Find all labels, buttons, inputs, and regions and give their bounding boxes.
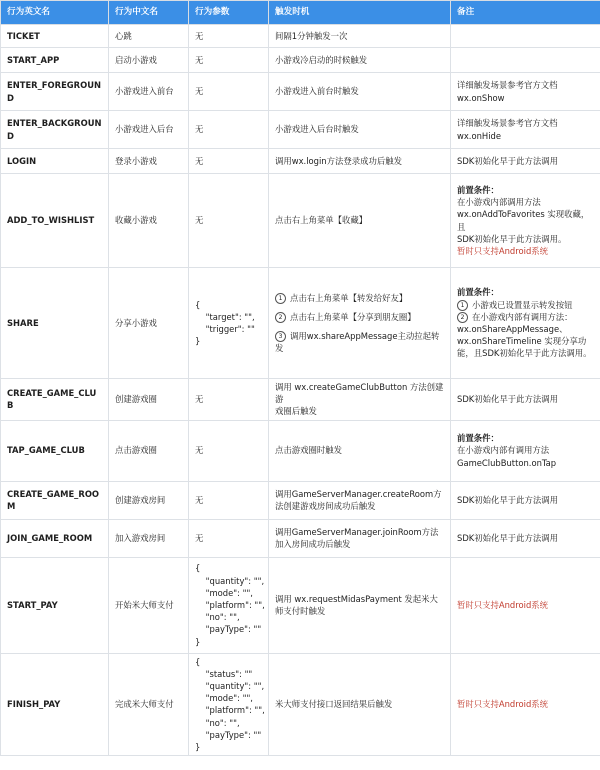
- cell-cn-name: 点击游戏圈: [109, 420, 189, 481]
- cell-params: 无: [189, 379, 269, 421]
- cell-cn-name: 小游戏进入前台: [109, 73, 189, 111]
- cell-trigger: 调用wx.login方法登录成功后触发: [269, 149, 451, 174]
- cell-note-warning: 暂时只支持Android系统: [451, 653, 600, 756]
- cell-note: [451, 420, 600, 481]
- table-row: [1, 25, 600, 48]
- note-title: 前置条件：: [457, 287, 499, 298]
- note-line: wx.onShareAppMessage、: [457, 324, 568, 334]
- note-line: 详细触发场景参考官方文档: [457, 80, 558, 91]
- table-header-row: [1, 1, 600, 25]
- cell-cn-name: 完成米大师支付: [109, 653, 189, 756]
- note-title: 前置条件：: [457, 433, 499, 444]
- table-row: [1, 653, 600, 756]
- cell-en-name: ENTER_BACKGROUND: [1, 111, 109, 149]
- cell-params: 无: [189, 25, 269, 48]
- table-row: [1, 557, 600, 653]
- table-row: [1, 149, 600, 174]
- cell-params: 无: [189, 174, 269, 268]
- cell-params: 无: [189, 73, 269, 111]
- cell-cn-name: 开始米大师支付: [109, 557, 189, 653]
- cell-note: SDK初始化早于此方法调用: [451, 149, 600, 174]
- cell-trigger: [269, 557, 451, 653]
- cell-en-name: CREATE_GAME_ROOM: [1, 481, 109, 519]
- cell-trigger: [269, 481, 451, 519]
- cell-en-name: FINISH_PAY: [1, 653, 109, 756]
- trigger-item: 1 点击右上角菜单【转发给好友】: [275, 292, 444, 304]
- table-row: [1, 420, 600, 481]
- cell-trigger: 间隔1分钟触发一次: [269, 25, 451, 48]
- cell-en-name: ADD_TO_WISHLIST: [1, 174, 109, 268]
- circled-number-2-icon: 2: [275, 312, 286, 323]
- header-notes: 备注: [451, 1, 600, 25]
- trigger-line: 调用GameServerManager.joinRoom方法: [275, 526, 439, 537]
- cell-cn-name: 登录小游戏: [109, 149, 189, 174]
- cell-cn-name: 小游戏进入后台: [109, 111, 189, 149]
- cell-params: 无: [189, 149, 269, 174]
- cell-en-name: JOIN_GAME_ROOM: [1, 519, 109, 557]
- note-line: 在小游戏内部调用方法: [457, 197, 541, 208]
- cell-trigger: [269, 379, 451, 421]
- trigger-line: 调用GameServerManager.createRoom方: [275, 488, 442, 499]
- cell-note: SDK初始化早于此方法调用: [451, 519, 600, 557]
- note-line: SDK初始化早于此方法调用。: [457, 233, 567, 244]
- cell-params-json: { "quantity": "", "mode": "", "platform": "", "no": "", "payType": "" }: [189, 557, 269, 653]
- table-row: [1, 174, 600, 268]
- trigger-line: 调用 wx.requestMidasPayment 发起米大: [275, 593, 438, 604]
- cell-cn-name: 创建游戏房间: [109, 481, 189, 519]
- cell-en-name: CREATE_GAME_CLUB: [1, 379, 109, 421]
- trigger-line: 师支付时触发: [275, 606, 326, 617]
- note-title: 前置条件：: [457, 184, 499, 195]
- table-row: [1, 481, 600, 519]
- note-line: 详细触发场景参考官方文档: [457, 118, 558, 129]
- cell-note: SDK初始化早于此方法调用: [451, 481, 600, 519]
- table-row: [1, 111, 600, 149]
- cell-params-json: { "status": "" "quantity": "", "mode": "", "platform": "", "no": "", "payType": "" }: [189, 653, 269, 756]
- note-line: wx.onHide: [457, 130, 501, 141]
- cell-cn-name: 加入游戏房间: [109, 519, 189, 557]
- note-line: wx.onShow: [457, 92, 505, 103]
- cell-en-name: START_PAY: [1, 557, 109, 653]
- table-row: [1, 73, 600, 111]
- cell-params: 无: [189, 111, 269, 149]
- cell-cn-name: 收藏小游戏: [109, 174, 189, 268]
- cell-params-json: { "target": "", "trigger": "" }: [189, 268, 269, 379]
- cell-note: [451, 111, 600, 149]
- header-en-name: 行为英文名: [1, 1, 109, 25]
- table-row: [1, 379, 600, 421]
- header-params: 行为参数: [189, 1, 269, 25]
- circled-number-3-icon: 3: [275, 331, 286, 342]
- cell-trigger: 点击游戏圈时触发: [269, 420, 451, 481]
- trigger-line: 戏圈后触发: [275, 406, 317, 417]
- trigger-line: 法创建游戏房间成功后触发: [275, 501, 376, 512]
- note-line: GameClubButton.onTap: [457, 457, 557, 468]
- cell-params: 无: [189, 519, 269, 557]
- note-line: wx.onShareTimeline 实现分享功: [457, 336, 587, 347]
- note-line: wx.onAddToFavorites 实现收藏，且: [457, 209, 590, 232]
- cell-note: [451, 25, 600, 48]
- trigger-line: 加入房间成功后触发: [275, 539, 351, 550]
- cell-note: [451, 268, 600, 379]
- trigger-item: 2 点击右上角菜单【分享到朋友圈】: [275, 311, 444, 323]
- cell-note: [451, 73, 600, 111]
- cell-trigger: 小游戏进入前台时触发: [269, 73, 451, 111]
- cell-en-name: LOGIN: [1, 149, 109, 174]
- cell-trigger: 米大师支付接口返回结果后触发: [269, 653, 451, 756]
- cell-en-name: ENTER_FOREGROUND: [1, 73, 109, 111]
- cell-note: SDK初始化早于此方法调用: [451, 379, 600, 421]
- note-line: 能，且SDK初始化早于此方法调用。: [457, 348, 592, 359]
- cell-params: 无: [189, 481, 269, 519]
- circled-number-1-icon: 1: [275, 293, 286, 304]
- cell-trigger: 小游戏进入后台时触发: [269, 111, 451, 149]
- note-warning: 暂时只支持Android系统: [457, 245, 549, 256]
- cell-params: 无: [189, 420, 269, 481]
- trigger-item: 3 调用wx.shareAppMessage主动拉起转发: [275, 331, 440, 354]
- note-line: 在小游戏内部有调用方法: [457, 445, 550, 456]
- table-row: [1, 519, 600, 557]
- cell-note-warning: 暂时只支持Android系统: [451, 557, 600, 653]
- cell-en-name: TICKET: [1, 25, 109, 48]
- cell-trigger: 小游戏冷启动的时候触发: [269, 48, 451, 73]
- table-row: [1, 268, 600, 379]
- cell-cn-name: 心跳: [109, 25, 189, 48]
- cell-note: [451, 48, 600, 73]
- cell-en-name: START_APP: [1, 48, 109, 73]
- trigger-line: 调用 wx.createGameClubButton 方法创建游: [275, 382, 444, 405]
- header-cn-name: 行为中文名: [109, 1, 189, 25]
- note-item: 1 小游戏已设置显示转发按钮: [457, 299, 594, 311]
- cell-en-name: TAP_GAME_CLUB: [1, 420, 109, 481]
- cell-trigger: [269, 268, 451, 379]
- cell-trigger: [269, 519, 451, 557]
- note-item: 2 在小游戏内部有调用方法：: [457, 311, 594, 323]
- circled-number-1-icon: 1: [457, 300, 468, 311]
- cell-cn-name: 启动小游戏: [109, 48, 189, 73]
- cell-trigger: 点击右上角菜单【收藏】: [269, 174, 451, 268]
- cell-cn-name: 分享小游戏: [109, 268, 189, 379]
- header-trigger: 触发时机: [269, 1, 451, 25]
- cell-cn-name: 创建游戏圈: [109, 379, 189, 421]
- table-row: [1, 48, 600, 73]
- circled-number-2-icon: 2: [457, 312, 468, 323]
- cell-params: 无: [189, 48, 269, 73]
- cell-note: [451, 174, 600, 268]
- cell-en-name: SHARE: [1, 268, 109, 379]
